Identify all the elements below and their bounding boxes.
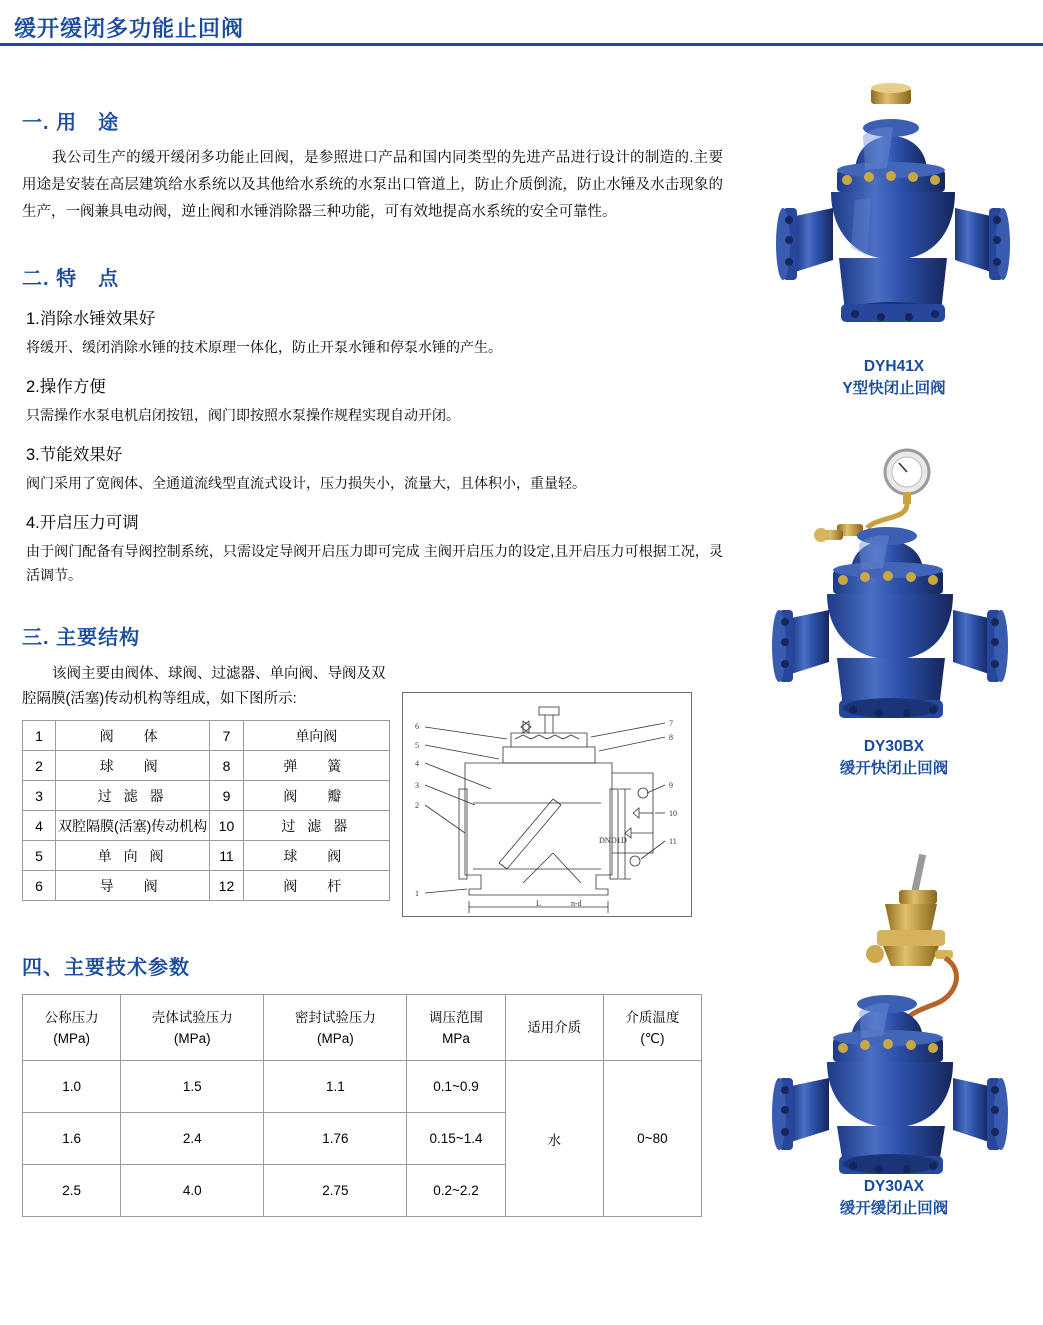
feature-4-body: 由于阀门配备有导阀控制系统，只需设定导阀开启压力即可完成 主阀开启压力的设定,且开启压力可根据工况，灵活调节。 bbox=[26, 543, 723, 583]
svg-text:6: 6 bbox=[415, 722, 419, 731]
svg-text:1: 1 bbox=[415, 889, 419, 898]
table-row bbox=[23, 811, 390, 841]
structure-area bbox=[22, 662, 723, 917]
spec-header-line2: (MPa) bbox=[316, 1030, 354, 1046]
spec-cell: 2.75 bbox=[264, 1165, 407, 1217]
svg-text:5: 5 bbox=[415, 741, 419, 750]
feature-3-title: 3.节能效果好 bbox=[26, 446, 123, 464]
product-name-2: 缓开快闭止回阀 bbox=[839, 760, 949, 777]
spec-cell: 1.0 bbox=[23, 1061, 121, 1113]
svg-text:3: 3 bbox=[415, 781, 419, 790]
part-name: 导 阀 bbox=[55, 871, 209, 901]
spec-cell: 1.1 bbox=[264, 1061, 407, 1113]
parts-table bbox=[22, 720, 390, 901]
feature-1-title: 1.消除水锤效果好 bbox=[26, 310, 156, 328]
feature-3-body: 阀门采用了宽阀体、全通道流线型直流式设计，压力损失小，流量大，且体积小，重量轻。 bbox=[26, 475, 586, 491]
spec-table bbox=[22, 994, 702, 1217]
spec-cell-medium: 水 bbox=[505, 1061, 603, 1217]
part-number: 2 bbox=[23, 751, 56, 781]
spec-cell: 2.5 bbox=[23, 1165, 121, 1217]
product-image-1 bbox=[745, 76, 1043, 356]
spec-header-cell bbox=[505, 995, 603, 1061]
table-row bbox=[23, 751, 390, 781]
section-2-heading: 二. 特 点 bbox=[22, 268, 120, 290]
section-1-heading: 一. 用 途 bbox=[22, 112, 120, 134]
svg-text:L: L bbox=[536, 899, 541, 908]
spec-cell: 1.76 bbox=[264, 1113, 407, 1165]
spec-header-line2: (℃) bbox=[640, 1030, 665, 1046]
part-name: 单向阀 bbox=[243, 721, 389, 751]
spec-cell: 1.5 bbox=[121, 1061, 264, 1113]
part-number: 10 bbox=[210, 811, 243, 841]
svg-text:8: 8 bbox=[669, 733, 673, 742]
structure-diagram bbox=[402, 692, 692, 917]
part-name: 单 向 阀 bbox=[55, 841, 209, 871]
structure-note: 该阀主要由阀体、球阀、过滤器、单向阀、导阀及双腔隔膜(活塞)传动机构等组成，如下图所示: bbox=[22, 666, 386, 707]
spec-header-line1: 适用介质 bbox=[527, 1020, 582, 1035]
spec-header-line1: 密封试验压力 bbox=[294, 1009, 376, 1025]
part-name: 阀 瓣 bbox=[243, 781, 389, 811]
spec-cell: 0.15~1.4 bbox=[407, 1113, 505, 1165]
svg-text:DN: DN bbox=[599, 836, 611, 845]
table-row bbox=[23, 871, 390, 901]
spec-cell: 0.1~0.9 bbox=[407, 1061, 505, 1113]
feature-2-body: 只需操作水泵电机启闭按钮，阀门即按照水泵操作规程实现自动开闭。 bbox=[26, 407, 460, 423]
spec-cell: 2.4 bbox=[121, 1113, 264, 1165]
svg-text:D1: D1 bbox=[611, 836, 621, 845]
spec-header-cell bbox=[264, 995, 407, 1061]
spec-header-cell bbox=[121, 995, 264, 1061]
spec-header-cell bbox=[23, 995, 121, 1061]
part-number: 12 bbox=[210, 871, 243, 901]
table-row bbox=[23, 781, 390, 811]
spec-header-cell bbox=[407, 995, 505, 1061]
svg-text:11: 11 bbox=[669, 837, 677, 846]
spec-header-cell bbox=[603, 995, 701, 1061]
part-number: 3 bbox=[23, 781, 56, 811]
page-header bbox=[0, 0, 1043, 46]
product-image-3 bbox=[745, 846, 1043, 1176]
product-model-2: DY30BX bbox=[863, 738, 925, 755]
table-row bbox=[23, 721, 390, 751]
part-name: 弹 簧 bbox=[243, 751, 389, 781]
part-number: 7 bbox=[210, 721, 243, 751]
product-image-2 bbox=[745, 446, 1043, 736]
page-title: 缓开缓闭多功能止回阀 bbox=[14, 16, 245, 41]
spec-header-line2: (MPa) bbox=[173, 1030, 211, 1046]
product-model-1: DYH41X bbox=[863, 358, 925, 375]
part-number: 1 bbox=[23, 721, 56, 751]
feature-4-title: 4.开启压力可调 bbox=[26, 514, 139, 532]
svg-text:7: 7 bbox=[669, 719, 673, 728]
feature-1-body: 将缓开、缓闭消除水锤的技术原理一体化，防止开泵水锤和停泵水锤的产生。 bbox=[26, 339, 502, 355]
spec-cell: 0.2~2.2 bbox=[407, 1165, 505, 1217]
part-name: 球 阀 bbox=[55, 751, 209, 781]
section-4-heading: 四、主要技术参数 bbox=[22, 957, 190, 979]
spec-cell-temperature: 0~80 bbox=[603, 1061, 701, 1217]
svg-text:D: D bbox=[621, 836, 627, 845]
spec-header-line1: 调压范围 bbox=[429, 1009, 483, 1025]
spec-header-line1: 公称压力 bbox=[44, 1009, 99, 1025]
part-name: 球 阀 bbox=[243, 841, 389, 871]
main-content bbox=[0, 46, 745, 1217]
product-model-3: DY30AX bbox=[863, 1178, 925, 1195]
part-number: 8 bbox=[210, 751, 243, 781]
svg-text:10: 10 bbox=[669, 809, 677, 818]
part-number: 4 bbox=[23, 811, 56, 841]
part-number: 5 bbox=[23, 841, 56, 871]
part-name: 阀 杆 bbox=[243, 871, 389, 901]
svg-text:n-d: n-d bbox=[571, 899, 582, 908]
spec-header-line2: (MPa) bbox=[53, 1030, 90, 1046]
section-1-paragraph: 我公司生产的缓开缓闭多功能止回阀，是参照进口产品和国内同类型的先进产品进行设计的制造的.主要用途是安装在高层建筑给水系统以及其他给水系统的水泵出口管道上，防止介质倒流，防止水锤及水击现象的生产，一阀兼具电动阀，逆止阀和水锤消除器三种功能，可有效地提高水系统的安全可靠性。 bbox=[22, 150, 723, 220]
diagram-svg bbox=[403, 693, 691, 916]
feature-2-title: 2.操作方便 bbox=[26, 378, 106, 396]
product-name-3: 缓开缓闭止回阀 bbox=[839, 1200, 949, 1217]
part-name: 阀 体 bbox=[55, 721, 209, 751]
table-row bbox=[23, 1061, 702, 1113]
svg-text:9: 9 bbox=[669, 781, 673, 790]
svg-text:4: 4 bbox=[415, 759, 419, 768]
structure-left bbox=[22, 662, 392, 917]
spec-header-line2: MPa bbox=[442, 1030, 470, 1046]
svg-text:2: 2 bbox=[415, 801, 419, 810]
part-name: 双腔隔膜(活塞)传动机构 bbox=[55, 811, 209, 841]
spec-cell: 1.6 bbox=[23, 1113, 121, 1165]
part-number: 6 bbox=[23, 871, 56, 901]
valve-illustration-dy30bx bbox=[759, 446, 1029, 736]
valve-illustration-dy30ax bbox=[759, 846, 1029, 1176]
product-name-1: Y型快闭止回阀 bbox=[842, 380, 946, 397]
part-number: 11 bbox=[210, 841, 243, 871]
spec-header-line1: 壳体试验压力 bbox=[151, 1009, 233, 1025]
valve-illustration-dyh41x bbox=[759, 76, 1029, 356]
part-number: 9 bbox=[210, 781, 243, 811]
part-name: 过 滤 器 bbox=[243, 811, 389, 841]
part-name: 过 滤 器 bbox=[55, 781, 209, 811]
table-row bbox=[23, 841, 390, 871]
spec-header-line1: 介质温度 bbox=[625, 1009, 680, 1025]
product-card-3 bbox=[745, 846, 1043, 1220]
section-3-heading: 三. 主要结构 bbox=[22, 627, 141, 649]
product-gallery bbox=[745, 46, 1043, 1325]
product-card-2 bbox=[745, 446, 1043, 780]
spec-cell: 4.0 bbox=[121, 1165, 264, 1217]
spec-header-row bbox=[23, 995, 702, 1061]
product-card-1 bbox=[745, 76, 1043, 400]
